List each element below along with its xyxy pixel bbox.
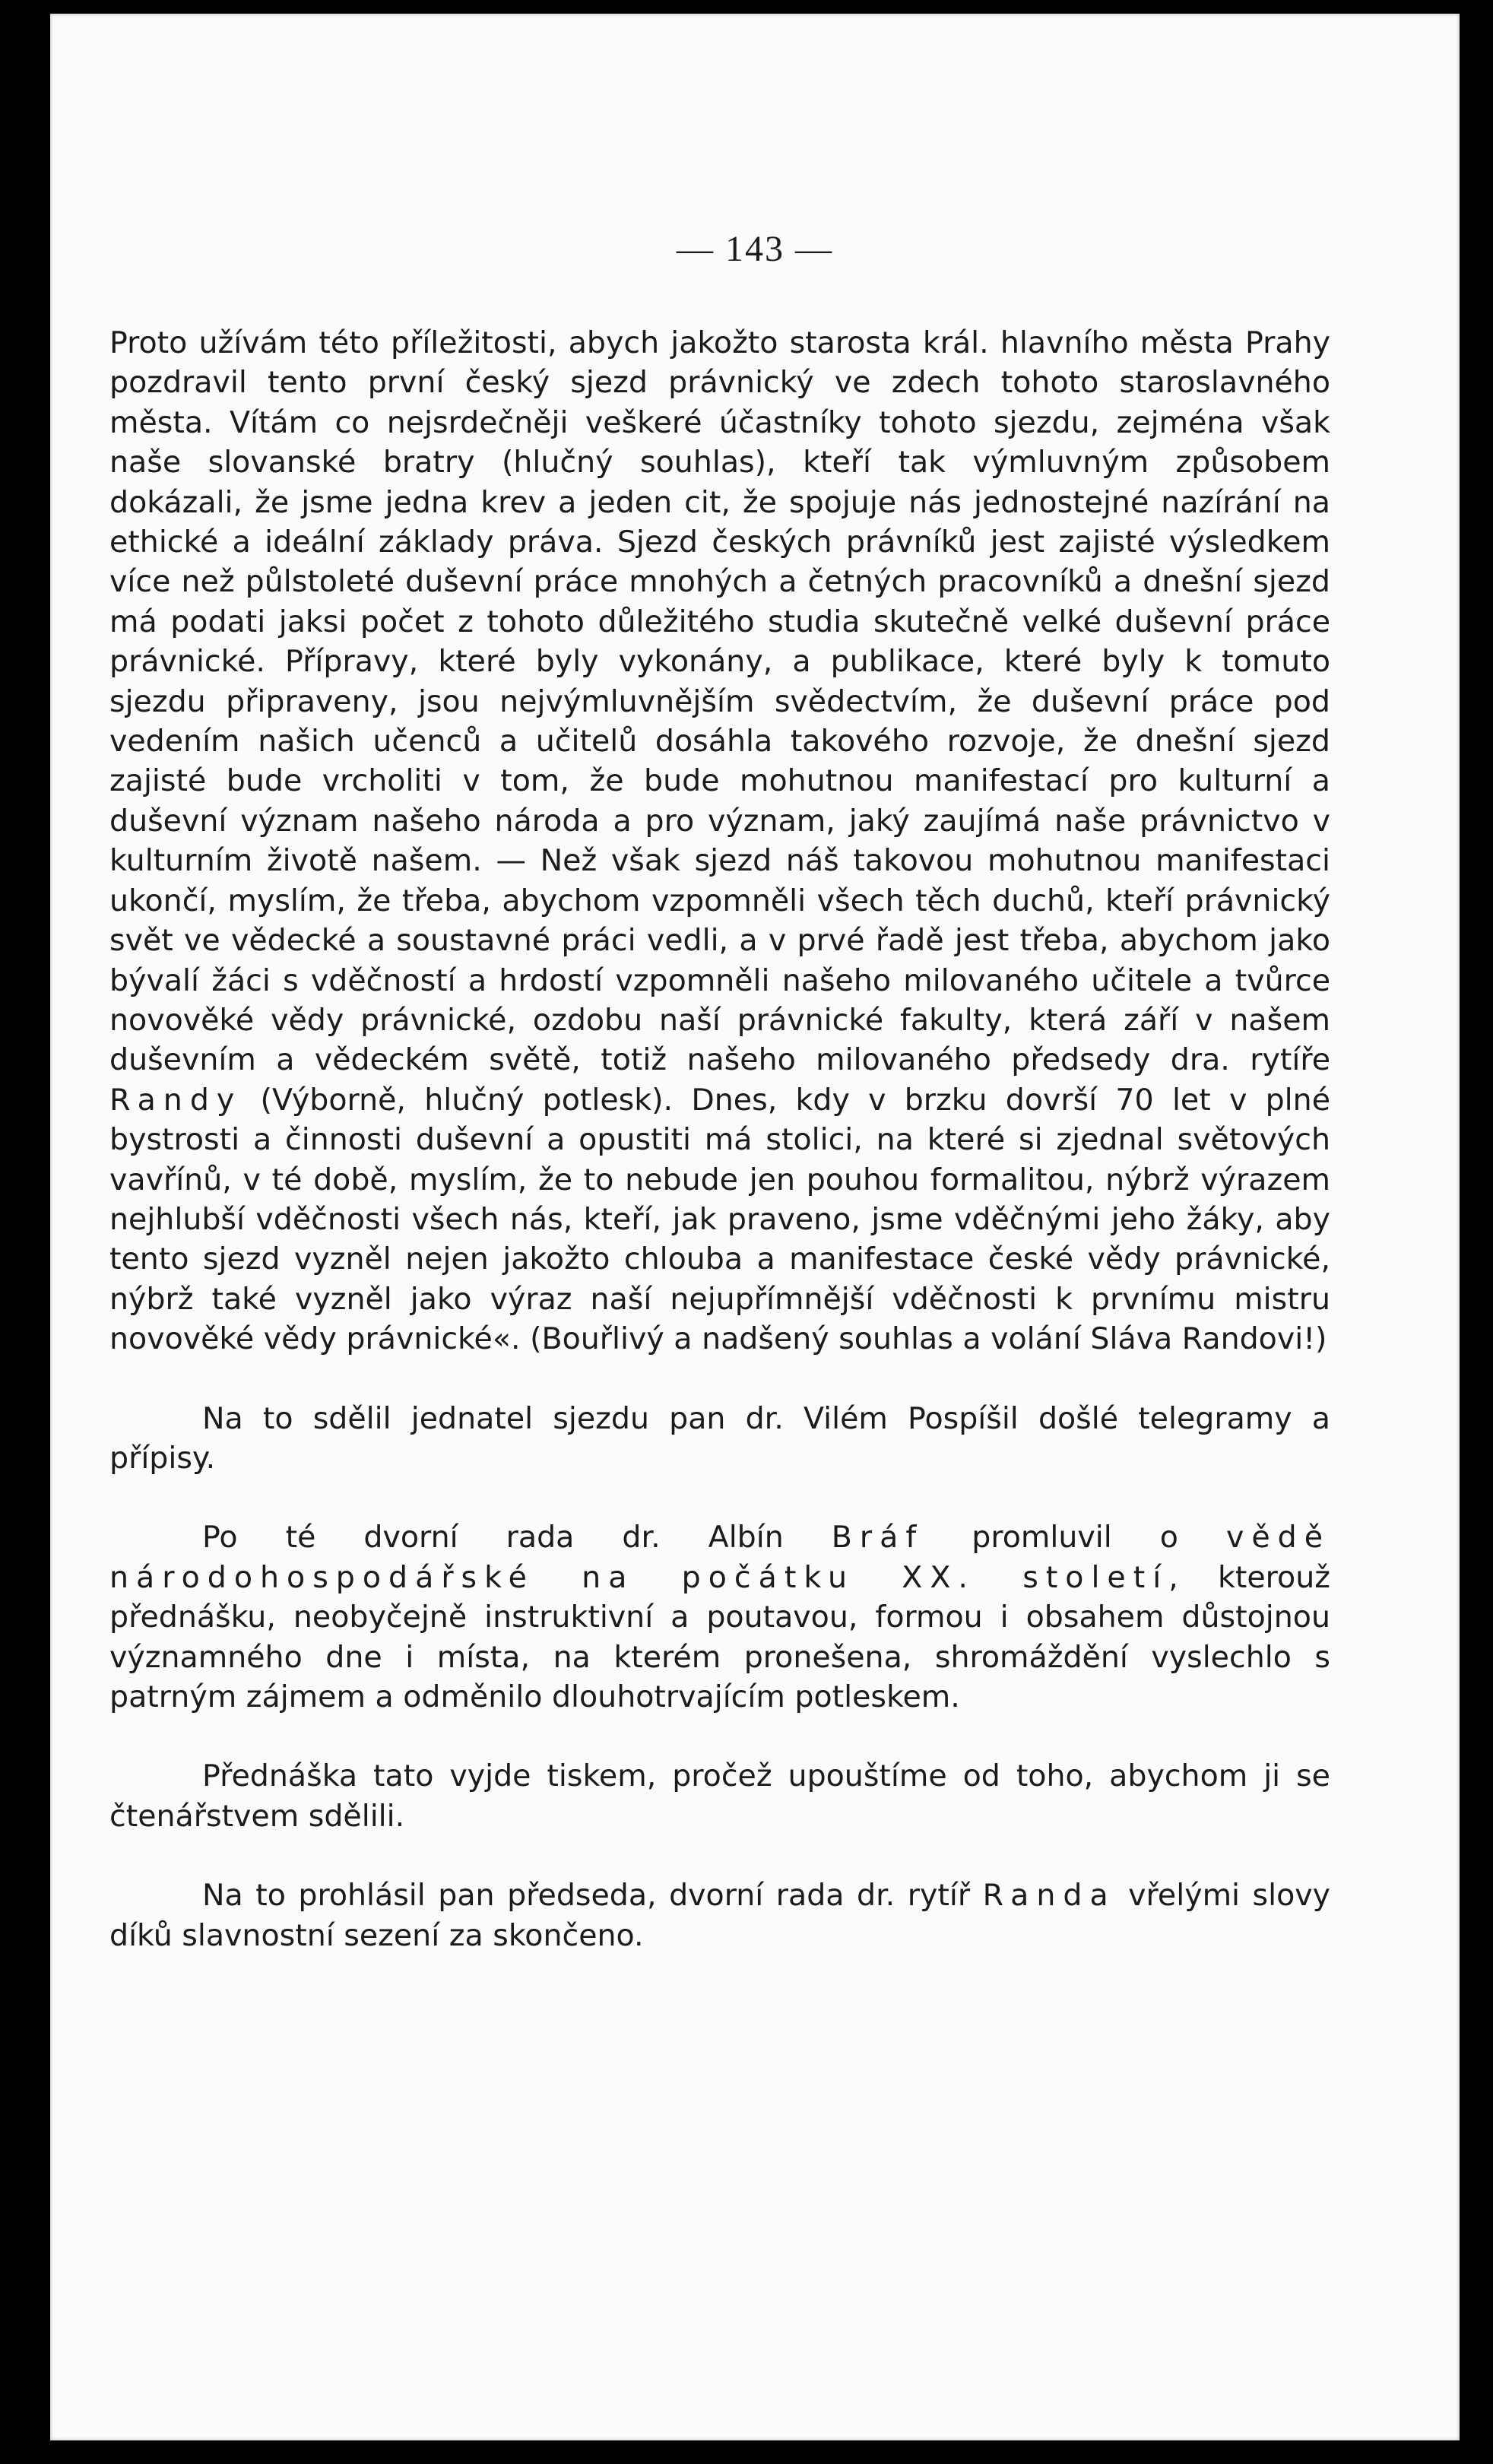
book-page [50,14,1460,2440]
paragraph [109,1876,1330,1955]
spaced-name: Randa [982,1878,1116,1914]
page-body [109,323,1330,1955]
paragraph [109,1399,1330,1479]
paragraph-text: Proto užívám této příležitosti, abych jakožto starosta král. hlavního města Prahy pozdravil tento první český sjezd právnický ve zdech tohoto staroslavného města. Vítám co nejsrdečněji veškeré účastníky tohoto sjezdu, zejména však naše slovanské bratry (hlučný souhlas), kteří tak výmluvným způsobem dokázali, že jsme jedna krev a jeden cit, že spojuje nás jednostejné nazírání na ethické a ideální základy práva. Sjezd českých právníků jest zajisté výsledkem více než půlstoleté duševní práce mnohých a četných pracovníků a dnešní sjezd má podati jaksi počet z tohoto důležitého studia skutečně velké duševní práce právnické. Přípravy, které byly vykonány, a publikace, které byly k tomuto sjezdu připraveny, jsou nejvýmluvnějším svědectvím, že duševní práce pod vedením našich učenců a učitelů dosáhla takového rozvoje, že dnešní sjezd zajisté bude vrcholiti v tom, že bude mohutnou manifestací pro kulturní a duševní význam našeho národa a pro význam, jaký zaujímá naše právnictvo v kulturním životě našem. — Než však sjezd náš takovou mohutnou manifestaci ukončí, myslím, že třeba, abychom vzpomněli všech těch duchů, kteří právnický svět ve vědecké a soustavné práci vedli, a v prvé řadě jest třeba, abychom jako bývalí žáci s vděčností a hrdostí vzpomněli našeho milovaného učitele a tvůrce novověké vědy právnické, ozdobu naší právnické fakulty, která září v našem duševním a vědeckém světě, totiž našeho milovaného předsedy dra. rytíře [109,325,1330,1078]
paragraph-text: , kterouž přednášku, neobyčejně instruktivní a poutavou, formou i obsahem důstojnou významného dne i místa, na kterém pronešena, shromáždění vyslechlo s patrným zájmem a odměnilo dlouhotrvajícím potleskem. [109,1559,1330,1714]
paragraph [109,1756,1330,1836]
paragraph-text: Na to prohlásil pan předseda, dvorní rada dr. rytíř [202,1878,983,1914]
paragraph-text: promluvil o [924,1520,1226,1555]
spaced-name: Bráf [831,1520,924,1555]
spaced-lecture-title: vědě národohospodářské na počátku XX. století [109,1520,1331,1595]
paragraph [109,323,1330,1359]
paragraph [109,1517,1330,1717]
paragraph-text: vřelými slovy díků slavnostní sezení za skončeno. [109,1878,1330,1953]
paragraph-text: (Výborně, hlučný potlesk). Dnes, kdy v brzku dovrší 70 let v plné bystrosti a činnosti duševní a opustiti má stolici, na které si zjednal světových vavřínů, v té době, myslím, že to nebude jen pouhou formalitou, nýbrž výrazem nejhlubší vděčnosti všech nás, kteří, jak praveno, jsme vděčnými jeho žáky, aby tento sjezd vyzněl nejen jakožto chlouba a manifestace české vědy právnické, nýbrž také vyzněl jako výraz naší nejupřímnější vděčnosti k prvnímu mistru novověké vědy právnické«. (Bouřlivý a nadšený souhlas a volání Sláva Randovi!) [109,1082,1330,1357]
paragraph-text: Po té dvorní rada dr. Albín [202,1520,832,1555]
spaced-name: Randy [109,1082,242,1118]
paragraph-text: Na to sdělil jednatel sjezdu pan dr. Vilém Pospíšil došlé telegramy a přípisy. [109,1400,1330,1476]
page-number: — 143 — [677,229,833,269]
paragraph-text: Přednáška tato vyjde tiskem, pročež upouštíme od toho, abychom ji se čtenářstvem sdělili. [109,1758,1330,1834]
